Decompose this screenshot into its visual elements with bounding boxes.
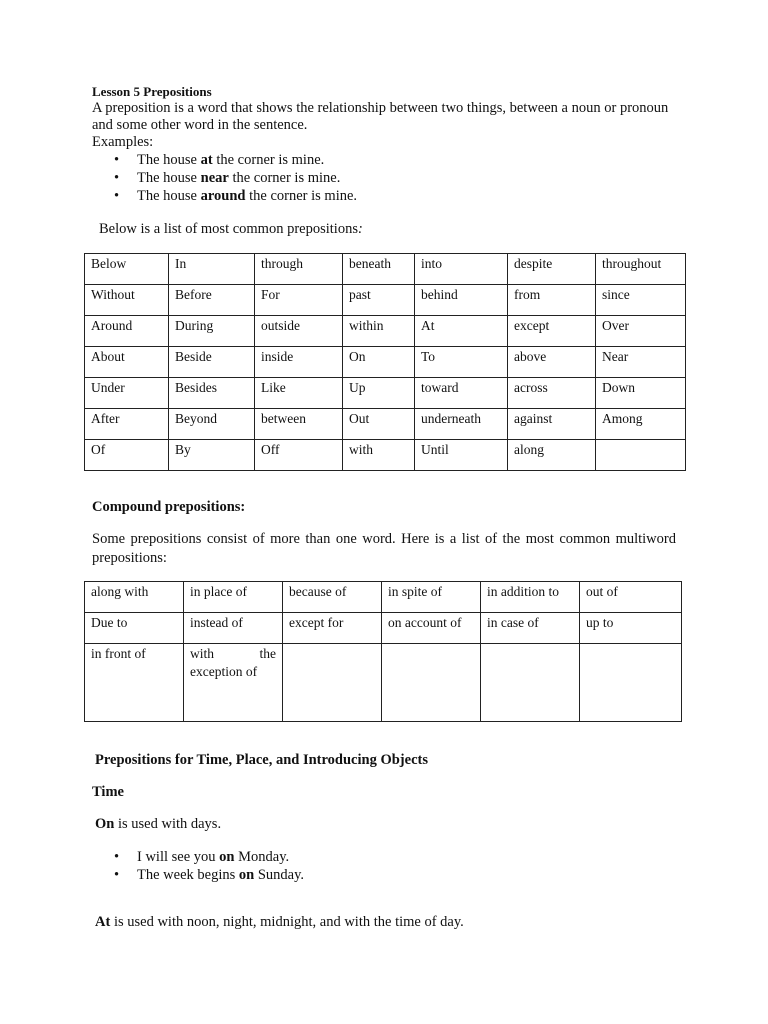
table-row xyxy=(85,644,682,722)
compound-prepositions-table xyxy=(84,581,682,722)
table-cell xyxy=(481,644,580,722)
table-cell: Out xyxy=(343,409,415,440)
lesson-intro: A preposition is a word that shows the relationship between two things, between a noun or pronoun and some other word in the sentence. xyxy=(92,100,669,133)
lesson-title: Lesson 5 Prepositions xyxy=(92,84,212,99)
on-rule: On is used with days. xyxy=(95,816,222,832)
table-cell: along with xyxy=(85,582,184,613)
table-cell: Of xyxy=(85,440,169,471)
table-cell: because of xyxy=(283,582,382,613)
table-cell: between xyxy=(255,409,343,440)
table-row xyxy=(85,613,682,644)
table-cell: underneath xyxy=(415,409,508,440)
compound-table-body xyxy=(85,582,682,722)
table-cell: Without xyxy=(85,285,169,316)
table-cell: Around xyxy=(85,316,169,347)
table-cell: outside xyxy=(255,316,343,347)
table-cell: beneath xyxy=(343,254,415,285)
time-heading: Time xyxy=(92,784,124,800)
table-cell: in place of xyxy=(184,582,283,613)
table-cell: within xyxy=(343,316,415,347)
table-cell: up to xyxy=(580,613,682,644)
table-row xyxy=(85,316,686,347)
table-cell: Off xyxy=(255,440,343,471)
table-cell: in spite of xyxy=(382,582,481,613)
table-cell: Down xyxy=(596,378,686,409)
table-cell: on account of xyxy=(382,613,481,644)
table-cell: above xyxy=(508,347,596,378)
table-cell: in front of xyxy=(85,644,184,722)
common-list-intro: Below is a list of most common prepositions: xyxy=(99,221,363,237)
table-cell: After xyxy=(85,409,169,440)
table-cell: Over xyxy=(596,316,686,347)
table-cell: inside xyxy=(255,347,343,378)
table-cell: behind xyxy=(415,285,508,316)
table-cell: Under xyxy=(85,378,169,409)
table-cell: in case of xyxy=(481,613,580,644)
table-cell: On xyxy=(343,347,415,378)
table-cell: Until xyxy=(415,440,508,471)
table-cell: To xyxy=(415,347,508,378)
compound-paragraph: Some prepositions consist of more than one word. Here is a list of the most common multiword prepositions: xyxy=(92,531,676,566)
table-cell xyxy=(596,440,686,471)
table-row xyxy=(85,254,686,285)
table-cell: despite xyxy=(508,254,596,285)
example-item: • The house near the corner is mine. xyxy=(92,169,357,187)
table-cell: with the exception of xyxy=(184,644,283,722)
common-prepositions-table xyxy=(84,253,686,471)
table-cell: into xyxy=(415,254,508,285)
table-cell xyxy=(580,644,682,722)
table-row xyxy=(85,582,682,613)
table-cell: since xyxy=(596,285,686,316)
common-table-body xyxy=(85,254,686,471)
on-examples-list xyxy=(92,848,304,884)
table-cell: Besides xyxy=(169,378,255,409)
table-row xyxy=(85,440,686,471)
table-cell: through xyxy=(255,254,343,285)
table-cell: from xyxy=(508,285,596,316)
examples-label: Examples: xyxy=(92,134,154,150)
examples-list xyxy=(92,151,357,205)
table-cell: Beyond xyxy=(169,409,255,440)
example-item: • I will see you on Monday. xyxy=(92,848,304,866)
table-cell: in addition to xyxy=(481,582,580,613)
table-row xyxy=(85,347,686,378)
table-cell xyxy=(283,644,382,722)
table-cell: with xyxy=(343,440,415,471)
table-cell: across xyxy=(508,378,596,409)
section-heading: Prepositions for Time, Place, and Introducing Objects xyxy=(95,752,428,768)
table-cell: except for xyxy=(283,613,382,644)
table-cell: along xyxy=(508,440,596,471)
table-row xyxy=(85,378,686,409)
table-cell: Due to xyxy=(85,613,184,644)
table-cell: In xyxy=(169,254,255,285)
table-cell: instead of xyxy=(184,613,283,644)
table-cell: Near xyxy=(596,347,686,378)
table-cell: During xyxy=(169,316,255,347)
table-cell: About xyxy=(85,347,169,378)
table-cell xyxy=(382,644,481,722)
table-cell: Below xyxy=(85,254,169,285)
table-cell: past xyxy=(343,285,415,316)
table-cell: Among xyxy=(596,409,686,440)
table-cell: toward xyxy=(415,378,508,409)
table-cell: out of xyxy=(580,582,682,613)
example-item: • The week begins on Sunday. xyxy=(92,866,304,884)
table-cell: except xyxy=(508,316,596,347)
compound-heading: Compound prepositions: xyxy=(92,499,246,515)
table-cell: For xyxy=(255,285,343,316)
at-rule: At is used with noon, night, midnight, and with the time of day. xyxy=(95,914,464,930)
table-row xyxy=(85,409,686,440)
table-row xyxy=(85,285,686,316)
table-cell: Like xyxy=(255,378,343,409)
table-cell: By xyxy=(169,440,255,471)
table-cell: throughout xyxy=(596,254,686,285)
table-cell: Up xyxy=(343,378,415,409)
table-cell: At xyxy=(415,316,508,347)
example-item: • The house around the corner is mine. xyxy=(92,187,357,205)
table-cell: Beside xyxy=(169,347,255,378)
table-cell: against xyxy=(508,409,596,440)
example-item: • The house at the corner is mine. xyxy=(92,151,357,169)
table-cell: Before xyxy=(169,285,255,316)
